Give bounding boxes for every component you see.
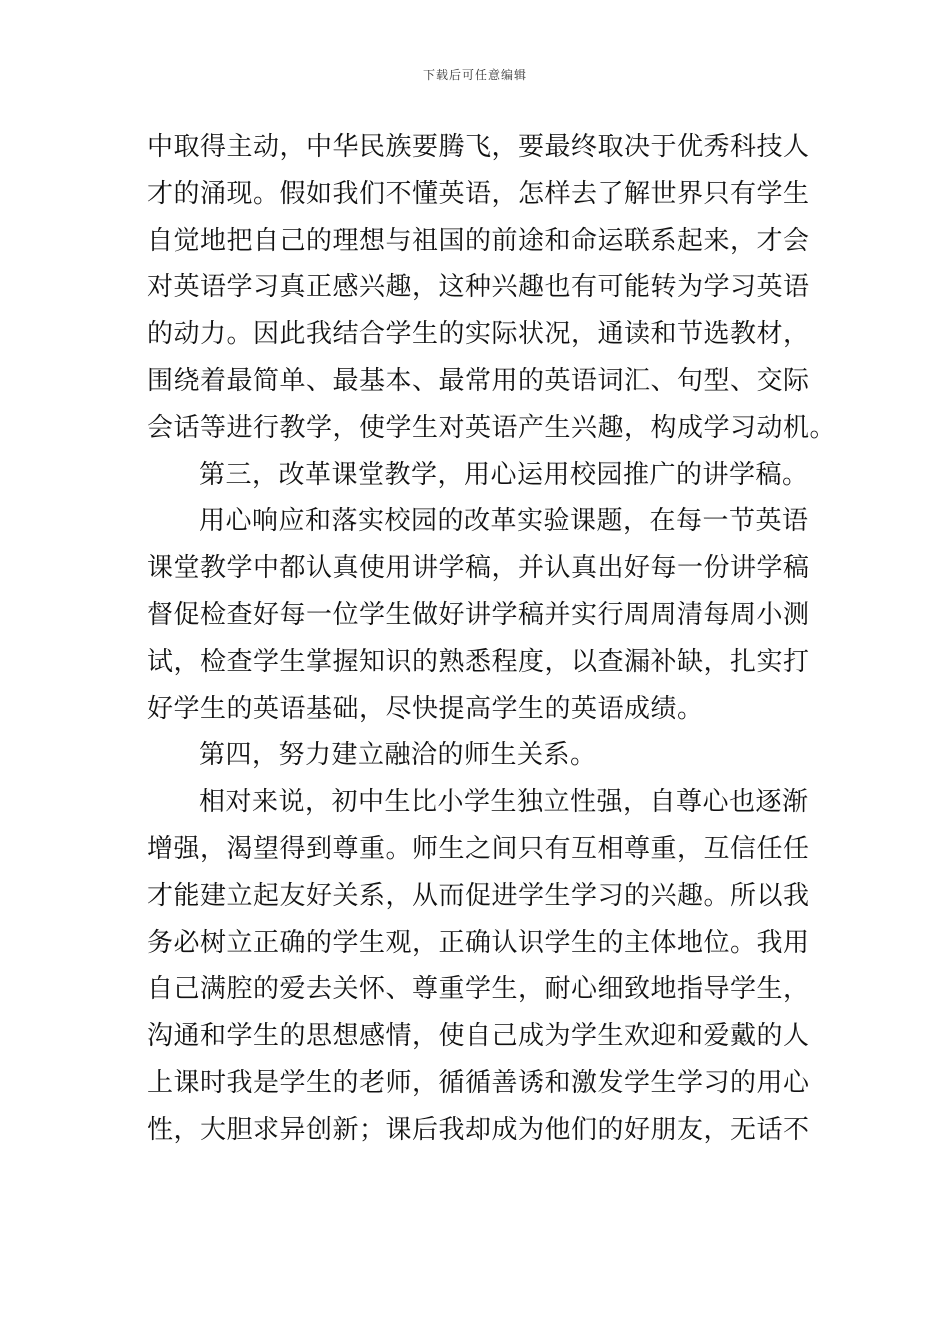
text-line: 围绕着最简单、最基本、最常用的英语词汇、句型、交际 — [147, 365, 810, 396]
text-line: 自己满腔的爱去关怀、尊重学生，耐心细致地指导学生， — [147, 974, 810, 1005]
text-line: 督促检查好每一位学生做好讲学稿并实行周周清每周小测 — [147, 599, 810, 630]
text-line: 性，大胆求异创新；课后我却成为他们的好朋友，无话不 — [147, 1114, 810, 1145]
text-line: 上课时我是学生的老师，循循善诱和激发学生学习的用心 — [147, 1067, 810, 1098]
text-line: 沟通和学生的思想感情，使自己成为学生欢迎和爱戴的人 — [147, 1021, 810, 1052]
section-heading: 第四，努力建立融洽的师生关系。 — [199, 740, 597, 771]
text-line: 自觉地把自己的理想与祖国的前途和命运联系起来，才会 — [147, 225, 810, 256]
text-line: 增强，渴望得到尊重。师生之间只有互相尊重，互信任任 — [147, 833, 810, 864]
text-line: 课堂教学中都认真使用讲学稿，并认真出好每一份讲学稿 — [147, 553, 810, 584]
section-heading: 第三，改革课堂教学，用心运用校园推广的讲学稿。 — [199, 459, 809, 490]
text-line: 务必树立正确的学生观，正确认识学生的主体地位。我用 — [147, 927, 810, 958]
header-note: 下载后可任意编辑 — [422, 68, 527, 82]
text-line: 用心响应和落实校园的改革实验课题，在每一节英语 — [199, 506, 809, 537]
text-line: 相对来说，初中生比小学生独立性强，自尊心也逐渐 — [199, 787, 809, 818]
text-line: 才的涌现。假如我们不懂英语，怎样去了解世界只有学生 — [147, 178, 810, 209]
text-line: 好学生的英语基础，尽快提高学生的英语成绩。 — [147, 693, 704, 724]
text-line: 对英语学习真正感兴趣，这种兴趣也有可能转为学习英语 — [147, 272, 810, 303]
text-line: 中取得主动，中华民族要腾飞，要最终取决于优秀科技人 — [147, 132, 810, 162]
text-line: 试，检查学生掌握知识的熟悉程度，以查漏补缺，扎实打 — [147, 646, 810, 677]
text-line: 的动力。因此我结合学生的实际状况，通读和节选教材， — [147, 319, 810, 350]
body-text — [147, 124, 837, 1154]
text-line: 才能建立起友好关系，从而促进学生学习的兴趣。所以我 — [147, 880, 810, 911]
text-line: 会话等进行教学，使学生对英语产生兴趣，构成学习动机。 — [147, 412, 837, 443]
